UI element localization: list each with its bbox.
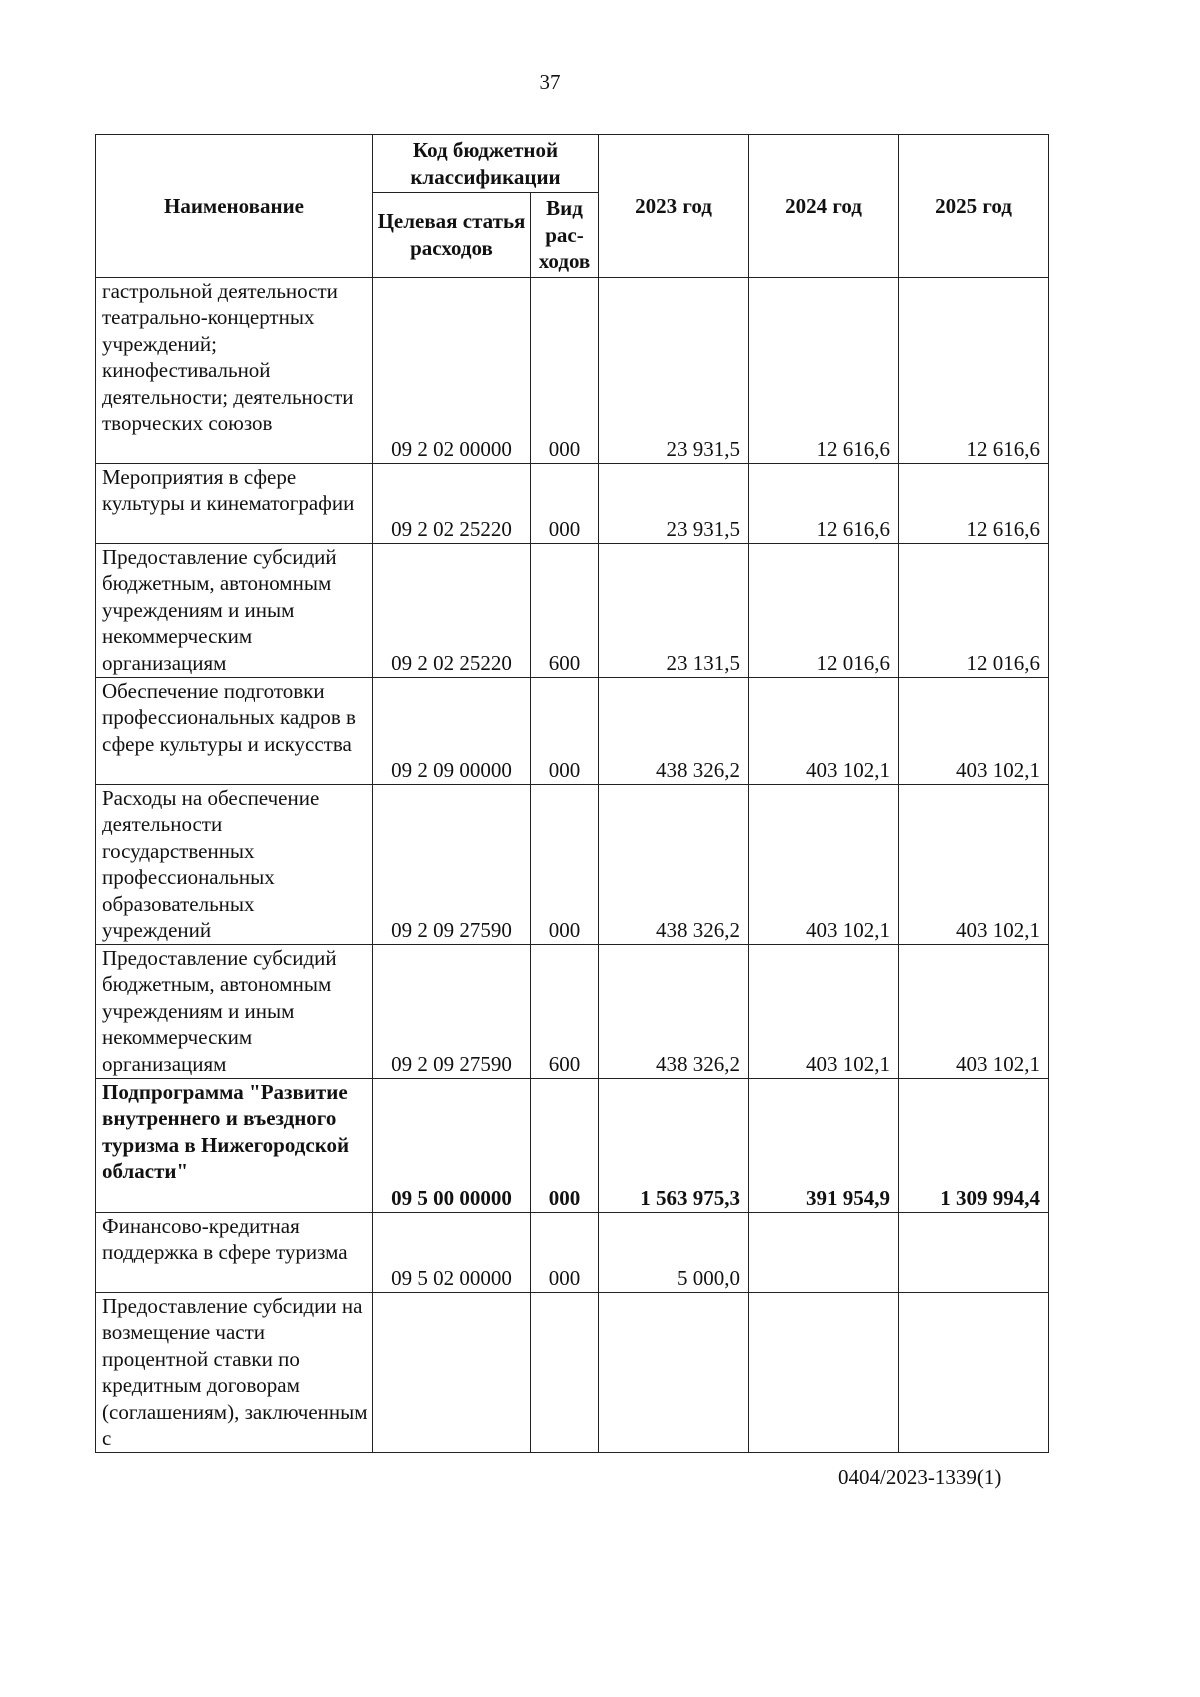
row-value-2024: 403 102,1 (749, 677, 899, 784)
budget-table (95, 134, 1049, 1453)
row-value-2024: 12 616,6 (749, 463, 899, 543)
row-target-article (373, 1292, 531, 1452)
table-row-subprogram (96, 1078, 1049, 1212)
table-row (96, 1212, 1049, 1292)
row-value-2024 (749, 1292, 899, 1452)
header-budget-code: Код бюджетной классификации (373, 135, 599, 193)
row-value-2023: 438 326,2 (599, 784, 749, 944)
row-value-2025 (899, 1292, 1049, 1452)
table-row (96, 677, 1049, 784)
row-value-2023: 5 000,0 (599, 1212, 749, 1292)
header-row (96, 135, 1049, 193)
row-target-article: 09 5 00 00000 (373, 1078, 531, 1212)
row-expense-type: 000 (531, 277, 599, 463)
row-target-article: 09 2 09 00000 (373, 677, 531, 784)
row-value-2023: 23 931,5 (599, 463, 749, 543)
header-target-article: Целевая статья расходов (373, 193, 531, 278)
row-name: Предоставление субсидий бюджетным, автономным учреждениям и иным некоммерческим организациям (96, 543, 373, 677)
table-row (96, 277, 1049, 463)
page-number: 37 (539, 70, 561, 94)
row-expense-type: 600 (531, 543, 599, 677)
row-expense-type: 000 (531, 463, 599, 543)
row-value-2025: 12 616,6 (899, 463, 1049, 543)
document-number: 0404/2023-1339(1) (838, 1465, 1002, 1489)
row-name: Предоставление субсидий бюджетным, автономным учреждениям и иным некоммерческим организациям (96, 944, 373, 1078)
row-name: Мероприятия в сфере культуры и кинематографии (96, 463, 373, 543)
row-name: Финансово-кредитная поддержка в сфере туризма (96, 1212, 373, 1292)
row-value-2024: 391 954,9 (749, 1078, 899, 1212)
row-value-2024: 403 102,1 (749, 944, 899, 1078)
row-target-article: 09 2 02 25220 (373, 543, 531, 677)
row-value-2025: 403 102,1 (899, 677, 1049, 784)
row-value-2023: 23 931,5 (599, 277, 749, 463)
table-row (96, 1292, 1049, 1452)
row-value-2023: 23 131,5 (599, 543, 749, 677)
row-value-2024: 403 102,1 (749, 784, 899, 944)
row-value-2023 (599, 1292, 749, 1452)
row-target-article: 09 2 02 00000 (373, 277, 531, 463)
row-expense-type: 600 (531, 944, 599, 1078)
row-value-2024 (749, 1212, 899, 1292)
header-expense-type: Вид рас-ходов (531, 193, 599, 278)
table-row (96, 944, 1049, 1078)
row-value-2025: 12 616,6 (899, 277, 1049, 463)
row-value-2024: 12 016,6 (749, 543, 899, 677)
row-expense-type: 000 (531, 1078, 599, 1212)
table-row (96, 784, 1049, 944)
row-name: Подпрограмма "Развитие внутреннего и въездного туризма в Нижегородской области" (96, 1078, 373, 1212)
row-value-2025 (899, 1212, 1049, 1292)
row-expense-type: 000 (531, 1212, 599, 1292)
header-year-2025: 2025 год (899, 135, 1049, 278)
row-value-2023: 1 563 975,3 (599, 1078, 749, 1212)
row-name: Расходы на обеспечение деятельности государственных профессиональных образовательных учреждений (96, 784, 373, 944)
row-value-2025: 12 016,6 (899, 543, 1049, 677)
row-value-2025: 403 102,1 (899, 784, 1049, 944)
row-target-article: 09 2 09 27590 (373, 944, 531, 1078)
row-value-2025: 1 309 994,4 (899, 1078, 1049, 1212)
row-target-article: 09 2 02 25220 (373, 463, 531, 543)
row-name: Обеспечение подготовки профессиональных кадров в сфере культуры и искусства (96, 677, 373, 784)
header-year-2024: 2024 год (749, 135, 899, 278)
row-target-article: 09 5 02 00000 (373, 1212, 531, 1292)
table-row (96, 463, 1049, 543)
row-expense-type (531, 1292, 599, 1452)
row-name: Предоставление субсидии на возмещение части процентной ставки по кредитным договорам (соглашениям), заключенным с (96, 1292, 373, 1452)
row-expense-type: 000 (531, 677, 599, 784)
row-value-2024: 12 616,6 (749, 277, 899, 463)
header-name: Наименование (96, 135, 373, 278)
row-name: гастрольной деятельности театрально-концертных учреждений; кинофестивальной деятельности; деятельности творческих союзов (96, 277, 373, 463)
row-value-2025: 403 102,1 (899, 944, 1049, 1078)
row-value-2023: 438 326,2 (599, 944, 749, 1078)
row-target-article: 09 2 09 27590 (373, 784, 531, 944)
header-year-2023: 2023 год (599, 135, 749, 278)
row-value-2023: 438 326,2 (599, 677, 749, 784)
row-expense-type: 000 (531, 784, 599, 944)
table-row (96, 543, 1049, 677)
